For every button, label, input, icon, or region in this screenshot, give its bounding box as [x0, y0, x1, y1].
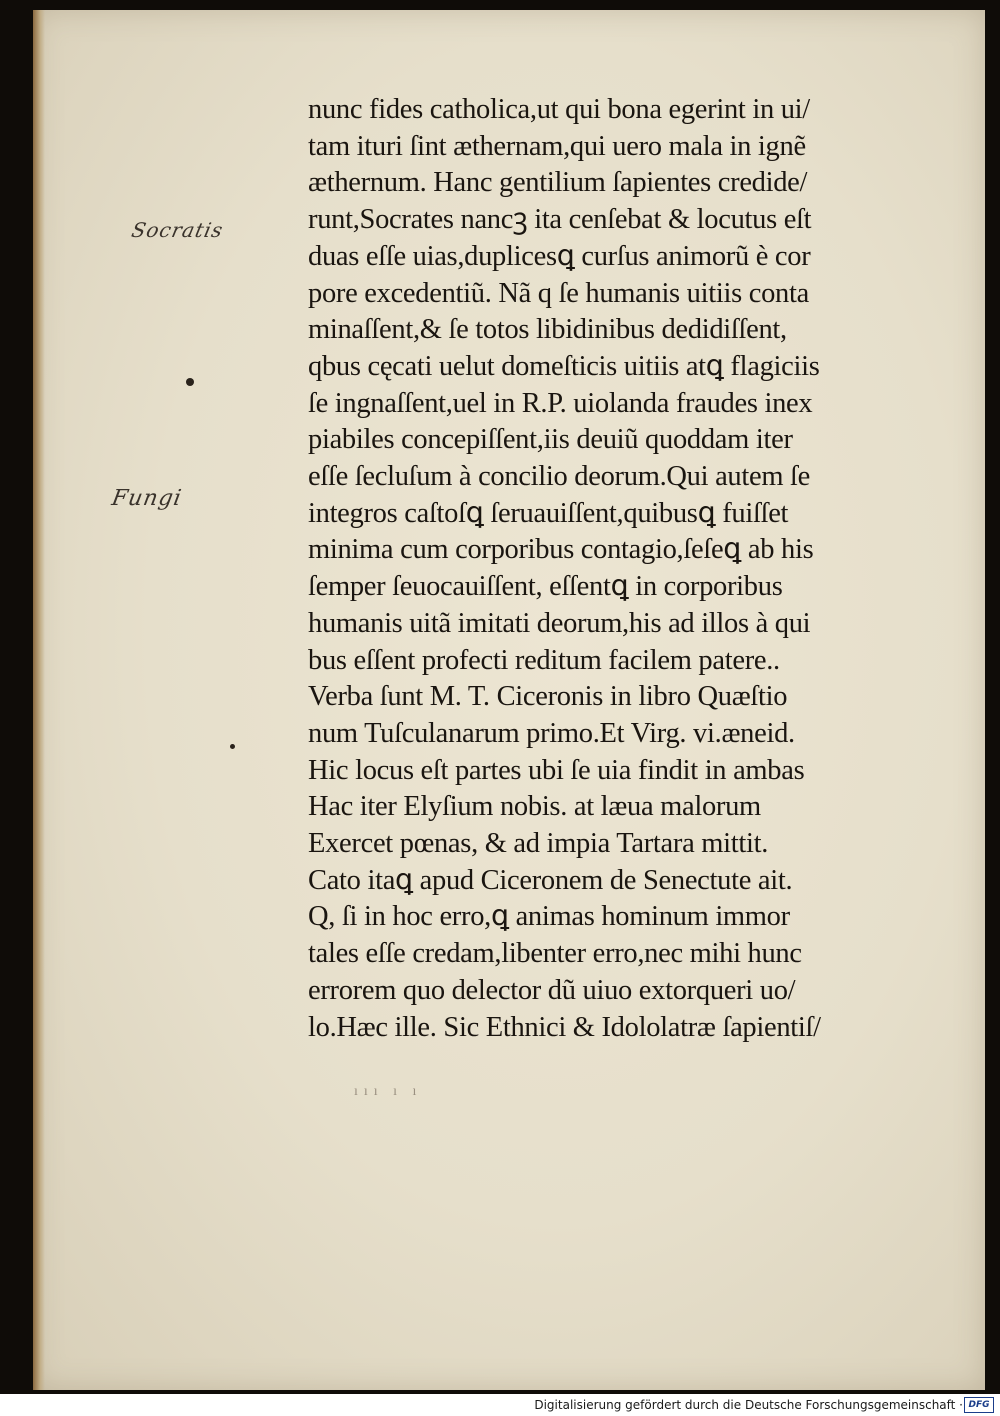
text-line: ſe ingnaſſent,uel in R.P. uiolanda fraudes inex: [308, 387, 813, 419]
text-line: duas eſſe uias,duplicesꝗ curſus animorũ è cor: [308, 240, 811, 272]
text-line: eſſe ſecluſum à concilio deorum.Qui autem ſe: [308, 461, 810, 493]
text-line: pore excedentiũ. Nã q ſe humanis uitiis conta: [308, 277, 809, 309]
text-line: Hac iter Elyſium nobis. at læua malorum: [308, 791, 761, 823]
text-line: minaſſent,& ſe totos libidinibus dedidiſſent,: [308, 314, 787, 346]
page-edge: [33, 10, 45, 1390]
text-line: tam ituri ſint æthernam,qui uero mala in ignẽ: [308, 130, 806, 162]
text-line: integros caſtoſꝗ ſeruauiſſent,quibusꝗ fuiſſet: [308, 497, 789, 529]
text-line: piabiles concepiſſent,iis deuiũ quoddam iter: [308, 424, 793, 456]
text-line: Exercet pœnas, & ad impia Tartara mittit.: [308, 828, 769, 860]
faint-marks: ııı ı ı: [354, 1084, 423, 1099]
text-line: æthernum. Hanc gentilium ſapientes credide/: [308, 167, 808, 199]
text-line: Hic locus eſt partes ubi ſe uia findit in ambas: [308, 754, 805, 786]
text-line: errorem quo delector dũ uiuo extorqueri uo/: [308, 974, 796, 1006]
ink-dot: [230, 744, 235, 749]
dfg-logo: DFG: [964, 1397, 994, 1413]
text-line: Verba ſunt M. T. Ciceronis in libro Quæſtio: [308, 681, 788, 713]
text-line: Q, ſi in hoc erro,ꝗ animas hominum immor: [308, 901, 790, 933]
text-line: bus eſſent profecti reditum facilem patere..: [308, 644, 780, 676]
text-line: lo.Hæc ille. Sic Ethnici & Idololatræ ſapientiſ/: [308, 1011, 821, 1043]
footer: [0, 1394, 1000, 1416]
text-line: ſemper ſeuocauiſſent, eſſentꝗ in corporibus: [308, 571, 783, 603]
text-line: minima cum corporibus contagio,ſeſeꝗ ab his: [308, 534, 814, 566]
text-line: qbus cęcati uelut domeſticis uitiis atꝗ flagiciis: [308, 350, 820, 382]
text-line: num Tuſculanarum primo.Et Virg. vi.æneid.: [308, 717, 795, 749]
marginal-note-fungi: Fungi: [109, 486, 184, 511]
marginal-note-socrates: Socratis: [129, 218, 226, 242]
text-line: tales eſſe credam,libenter erro,nec mihi hunc: [308, 938, 802, 970]
funding-credit: Digitalisierung gefördert durch die Deutsche Forschungsgemeinschaft ·: [534, 1398, 963, 1412]
ink-dot: [186, 378, 194, 386]
text-line: runt,Socrates nancꝫ ita cenſebat & locutus eſt: [308, 204, 812, 236]
text-block: [308, 92, 898, 1046]
text-line: humanis uitã imitati deorum,his ad illos à qui: [308, 607, 811, 639]
text-line: nunc fides catholica,ut qui bona egerint in ui/: [308, 94, 810, 125]
text-line: Cato itaꝗ apud Ciceronem de Senectute ait.: [308, 864, 793, 896]
